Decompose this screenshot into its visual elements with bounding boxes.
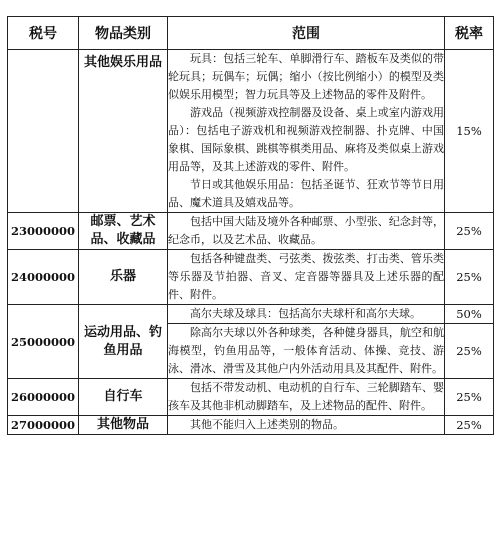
cell-category: 运动用品、钓鱼用品 [79, 305, 168, 379]
cell-rate: 25% [445, 379, 494, 416]
table-header-row [8, 17, 494, 50]
cell-range [168, 250, 445, 305]
cell-range [168, 379, 445, 416]
range-paragraph: 包括不带发动机、电动机的自行车、三轮脚踏车、婴孩车及其他非机动脚踏车，及上述物品的配件、附件。 [168, 381, 444, 412]
table-row [8, 379, 494, 416]
cell-category: 乐器 [79, 250, 168, 305]
cell-category: 其他物品 [79, 416, 168, 435]
cell-code: 27000000 [8, 416, 79, 435]
cell-code: 24000000 [8, 250, 79, 305]
cell-rate: 25% [445, 324, 494, 379]
range-paragraph: 除高尔夫球以外各种球类，各种健身器具，航空和航海模型，钓鱼用品等，一般体育活动、体操、竞技、游泳、滑冰、滑雪及其他户内外活动用具及其配件、附件。 [168, 326, 444, 375]
table-row [8, 213, 494, 250]
cell-code: 23000000 [8, 213, 79, 250]
range-paragraph: 包括中国大陆及境外各种邮票、小型张、纪念封等，纪念币，以及艺术品、收藏品。 [168, 215, 444, 246]
header-category: 物品类别 [79, 17, 168, 50]
cell-category: 邮票、艺术品、收藏品 [79, 213, 168, 250]
cell-range [168, 324, 445, 379]
cell-category: 自行车 [79, 379, 168, 416]
table-row [8, 416, 494, 435]
tariff-table [7, 16, 494, 435]
cell-rate: 15% [445, 50, 494, 213]
range-paragraph: 高尔夫球及球具：包括高尔夫球杆和高尔夫球。 [190, 307, 421, 320]
table-row [8, 50, 494, 213]
table-row [8, 305, 494, 324]
cell-range [168, 416, 445, 435]
header-range: 范围 [168, 17, 445, 50]
cell-range [168, 50, 445, 213]
header-rate: 税率 [445, 17, 494, 50]
cell-rate: 25% [445, 250, 494, 305]
range-paragraph: 包括各种键盘类、弓弦类、拨弦类、打击类、管乐类等乐器及节拍器、音叉、定音器等器具及上述乐器的配件、附件。 [168, 252, 444, 301]
range-paragraph: 节日或其他娱乐用品：包括圣诞节、狂欢节等节日用品、魔术道具及嬉戏品等。 [168, 178, 444, 209]
cell-range [168, 305, 445, 324]
cell-code: 26000000 [8, 379, 79, 416]
cell-category: 其他娱乐用品 [79, 50, 168, 213]
range-paragraph: 玩具：包括三轮车、单脚滑行车、踏板车及类似的带轮玩具；玩偶车；玩偶；缩小（按比例缩小）的模型及类似娱乐用模型；智力玩具等及上述物品的零件及附件。 [168, 52, 444, 101]
range-paragraph: 游戏品（视频游戏控制器及设备、桌上或室内游戏用品）：包括电子游戏机和视频游戏控制器、扑克牌、中国象棋、国际象棋、跳棋等棋类用品、麻将及类似桌上游戏用品等，及其上述游戏的零件、附件。 [168, 106, 444, 173]
table-row [8, 250, 494, 305]
cell-code: 25000000 [8, 305, 79, 379]
cell-code [8, 50, 79, 213]
range-paragraph: 其他不能归入上述类别的物品。 [190, 418, 344, 431]
cell-range [168, 213, 445, 250]
cell-rate: 25% [445, 213, 494, 250]
header-code: 税号 [8, 17, 79, 50]
cell-rate: 50% [445, 305, 494, 324]
cell-rate: 25% [445, 416, 494, 435]
